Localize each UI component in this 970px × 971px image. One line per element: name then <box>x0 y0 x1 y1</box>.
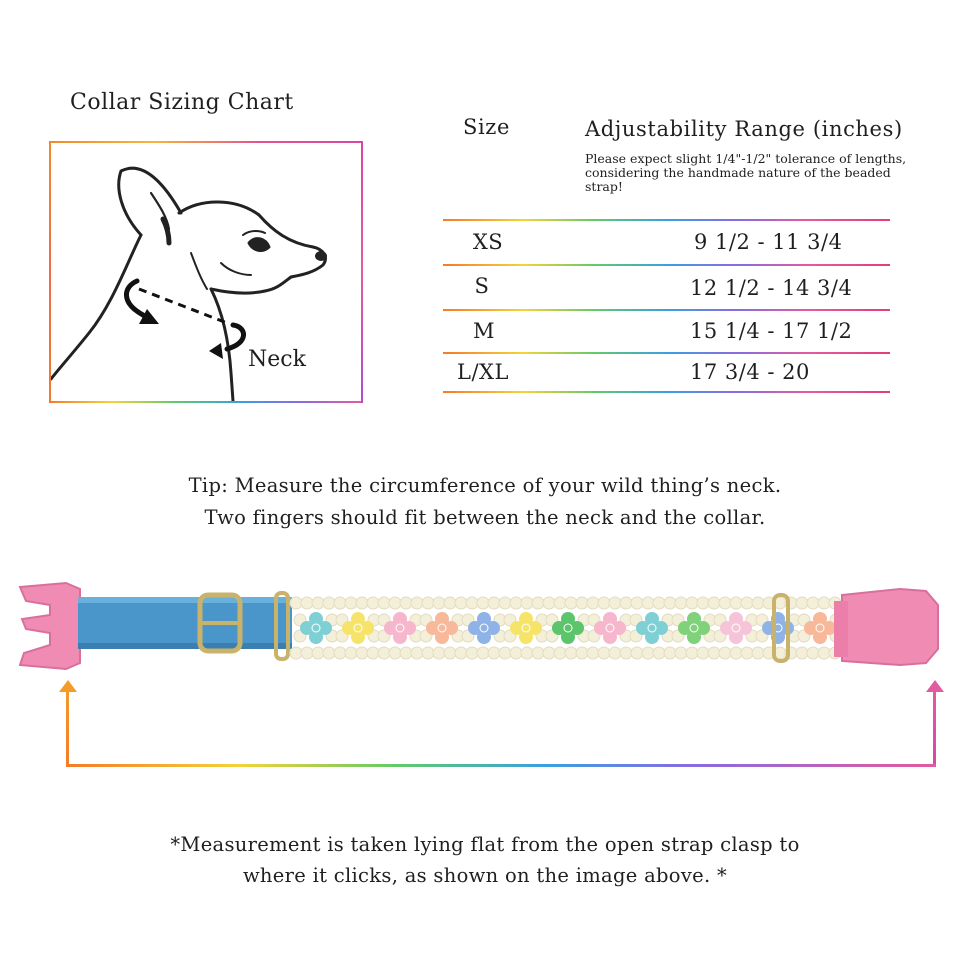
tolerance-note: Please expect slight 1/4"-1/2" tolerance of lengths, considering the handmade nature of the beaded strap! <box>585 151 907 194</box>
measure-line-right <box>933 688 936 767</box>
tip-line-2: Two fingers should fit between the neck and the collar. <box>204 506 766 529</box>
range-lxl: 17 3/4 - 20 <box>690 360 810 384</box>
range-m: 15 1/4 - 17 1/2 <box>690 319 853 343</box>
size-lxl: L/XL <box>457 360 509 384</box>
neck-label: Neck <box>248 347 306 372</box>
table-rule-3 <box>443 309 890 311</box>
arrow-up-left-icon <box>59 680 77 694</box>
frame-border-bottom <box>49 401 363 403</box>
chart-title: Collar Sizing Chart <box>70 90 294 115</box>
table-rule-5 <box>443 391 890 393</box>
measure-line-left <box>66 688 69 767</box>
table-rule-1 <box>443 219 890 221</box>
beaded-collar-image <box>14 575 960 685</box>
measure-line-bottom <box>66 764 936 767</box>
size-xs: XS <box>472 230 504 254</box>
range-xs: 9 1/2 - 11 3/4 <box>694 230 843 254</box>
dog-head-illustration <box>51 143 361 401</box>
table-rule-4 <box>443 352 890 354</box>
size-m: M <box>472 319 495 343</box>
table-rule-2 <box>443 264 890 266</box>
size-column-header: Size <box>463 115 510 139</box>
tip-line-1: Tip: Measure the circumference of your wild thing’s neck. <box>188 474 782 497</box>
range-s: 12 1/2 - 14 3/4 <box>690 276 853 300</box>
footnote-line-1: *Measurement is taken lying flat from the open strap clasp to <box>170 833 800 856</box>
range-column-header: Adjustability Range (inches) <box>585 117 903 141</box>
left-buckle <box>20 583 80 669</box>
footnote-line-2: where it clicks, as shown on the image above. * <box>242 864 728 887</box>
arrow-up-right-icon <box>926 680 944 694</box>
frame-border-right <box>361 141 363 403</box>
size-s: S <box>474 274 490 298</box>
